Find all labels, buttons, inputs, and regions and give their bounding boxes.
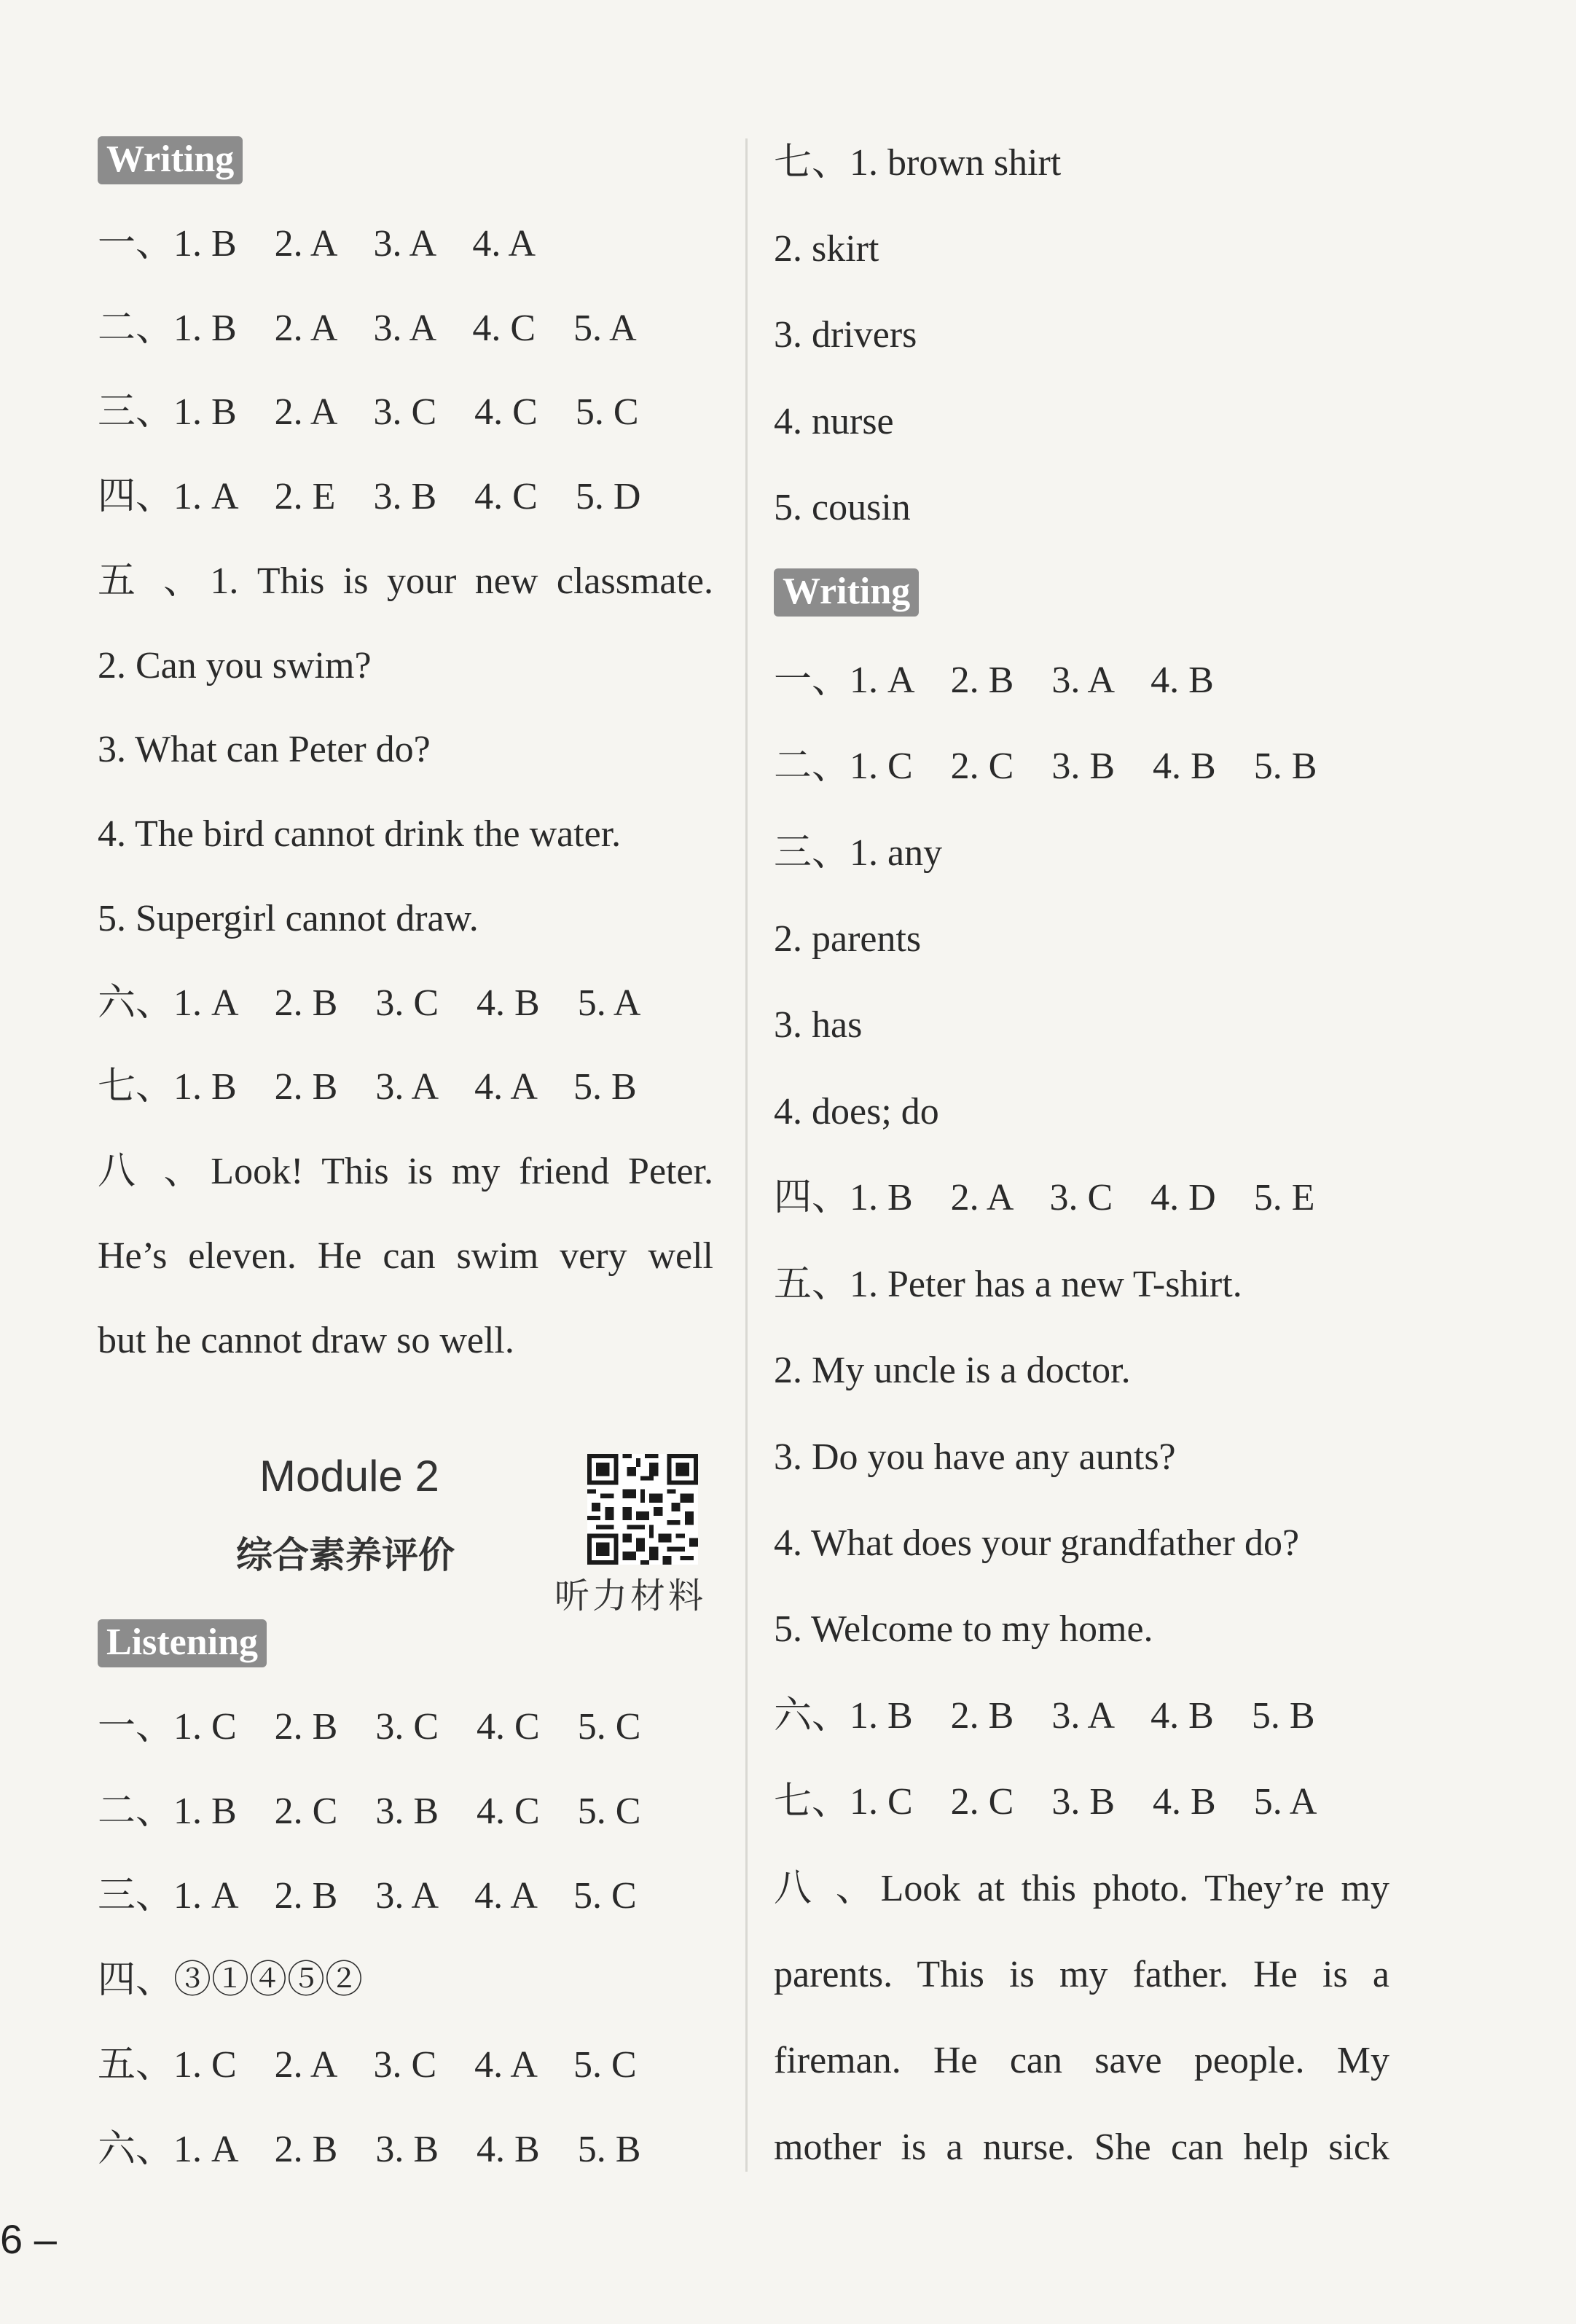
qr-code-icon xyxy=(587,1454,698,1565)
answer-line: 六、1. A 2. B 3. C 4. B 5. A xyxy=(98,982,641,1024)
page-number: 6 – xyxy=(0,2216,57,2262)
answer-line: 八 、Look! This is my friend Peter. xyxy=(98,1151,713,1192)
answer-line: 一、1. A 2. B 3. A 4. B xyxy=(774,660,1214,701)
answer-line: 2. skirt xyxy=(774,228,879,270)
answer-line: 七、1. B 2. B 3. A 4. A 5. B xyxy=(98,1066,637,1108)
answer-line: 4. nurse xyxy=(774,401,894,442)
answer-line: He’s eleven. He can swim very well xyxy=(98,1235,713,1277)
answer-line: 2. parents xyxy=(774,918,922,960)
answer-line: 3. Do you have any aunts? xyxy=(774,1436,1176,1478)
answer-line: 五 、1. This is your new classmate. xyxy=(98,560,713,602)
answer-line: 四、③①④⑤② xyxy=(98,1960,364,2001)
answer-line: 五、1. C 2. A 3. C 4. A 5. C xyxy=(98,2044,637,2086)
answer-line: 5. Supergirl cannot draw. xyxy=(98,898,479,939)
answer-line: 三、1. B 2. A 3. C 4. C 5. C xyxy=(98,391,639,433)
answer-line: 2. Can you swim? xyxy=(98,645,372,686)
answer-line: 七、1. brown shirt xyxy=(774,142,1062,184)
answer-line: but he cannot draw so well. xyxy=(98,1320,514,1361)
answer-line: 六、1. A 2. B 3. B 4. B 5. B xyxy=(98,2129,641,2170)
answer-line: 二、1. B 2. C 3. B 4. C 5. C xyxy=(98,1791,641,1832)
answer-line: 四、1. A 2. E 3. B 4. C 5. D xyxy=(98,476,641,517)
answer-line: 七、1. C 2. C 3. B 4. B 5. A xyxy=(774,1781,1317,1823)
answer-line: 二、1. C 2. C 3. B 4. B 5. B xyxy=(774,746,1317,787)
answer-line: 二、1. B 2. A 3. A 4. C 5. A xyxy=(98,308,637,349)
answer-line: 3. What can Peter do? xyxy=(98,729,431,770)
answer-line: 2. My uncle is a doctor. xyxy=(774,1350,1131,1391)
answer-line: 一、1. C 2. B 3. C 4. C 5. C xyxy=(98,1706,641,1748)
answer-line: 3. drivers xyxy=(774,314,917,356)
writing-section-badge: Writing xyxy=(774,568,919,617)
answer-line: parents. This is my father. He is a xyxy=(774,1954,1389,1995)
module-title: Module 2 xyxy=(259,1452,439,1501)
answer-line: 一、1. B 2. A 3. A 4. A xyxy=(98,223,536,265)
answer-line: fireman. He can save people. My xyxy=(774,2040,1389,2081)
answer-line: 5. Welcome to my home. xyxy=(774,1608,1153,1650)
module-subtitle: 综合素养评价 xyxy=(236,1534,455,1576)
answer-line: 4. What does your grandfather do? xyxy=(774,1522,1300,1564)
answer-line: 六、1. B 2. B 3. A 4. B 5. B xyxy=(774,1695,1315,1737)
writing-section-badge: Writing xyxy=(98,136,243,184)
listening-section-badge: Listening xyxy=(98,1619,267,1667)
answer-line: 三、1. any xyxy=(774,832,943,874)
answer-line: 4. does; do xyxy=(774,1091,939,1132)
answer-line: 三、1. A 2. B 3. A 4. A 5. C xyxy=(98,1875,637,1917)
answer-line: 4. The bird cannot drink the water. xyxy=(98,813,622,855)
answer-line: 5. cousin xyxy=(774,487,911,528)
column-divider xyxy=(745,138,748,2172)
answer-line: 四、1. B 2. A 3. C 4. D 5. E xyxy=(774,1177,1315,1218)
answer-line: 五、1. Peter has a new T-shirt. xyxy=(774,1264,1242,1305)
answer-line: 八 、Look at this photo. They’re my xyxy=(774,1868,1389,1909)
answer-line: mother is a nurse. She can help sick xyxy=(774,2127,1389,2168)
answer-line: 3. has xyxy=(774,1004,863,1046)
qr-label: 听力材料 xyxy=(554,1576,707,1616)
